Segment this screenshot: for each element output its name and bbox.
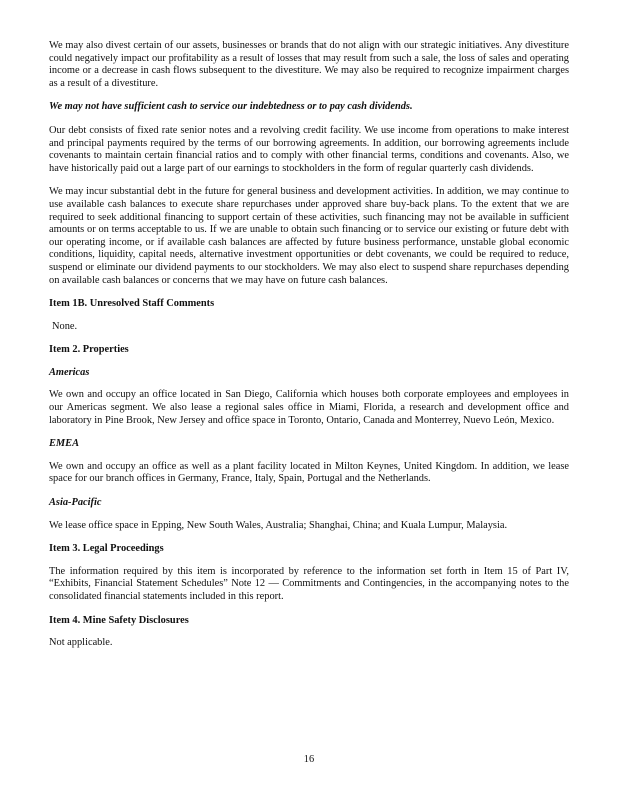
document-page xyxy=(49,40,569,661)
emea-paragraph: We own and occupy an office as well as a plant facility located in Milton Keynes, United Kingdom. In addition, we lease space for our branch offices in Germany, France, Italy, Spain, Portugal and the Netherlands. xyxy=(49,460,569,485)
divest-paragraph: We may also divest certain of our assets, businesses or brands that do not align with our strategic initiatives. Any divestiture could negatively impact our profitability as a result of losses that may result from such a sale, the loss of sales and operating income or a decrease in cash flows subsequent to the divestiture. We may also be required to recognize impairment charges as a result of a divestiture. xyxy=(49,40,569,89)
asia-pacific-heading: Asia-Pacific xyxy=(49,497,102,509)
item-1b-text: None. xyxy=(52,320,78,332)
page-number: 16 xyxy=(303,754,315,765)
item-1b-heading: Item 1B. Unresolved Staff Comments xyxy=(49,298,215,310)
debt-paragraph: Our debt consists of fixed rate senior notes and a revolving credit facility. We use income from operations to make interest and principal payments required by the terms of our borrowing agreements. In addition, our borrowing agreements include covenants to maintain certain financial ratios and to comply with other financial terms, conditions and covenants. Also, we have historically paid out a large part of our earnings to stockholders in the form of regular quarterly cash dividends. xyxy=(49,124,569,174)
item-3-paragraph: The information required by this item is incorporated by reference to the information set forth in Item 15 of Part IV, “Exhibits, Financial Statement Schedules” Note 12 — Commitments and Contingencies, in the accompanying notes to the consolidated financial statements included in this report. xyxy=(49,565,569,602)
americas-heading: Americas xyxy=(49,366,90,378)
item-4-heading: Item 4. Mine Safety Disclosures xyxy=(49,614,189,626)
item-3-heading: Item 3. Legal Proceedings xyxy=(49,543,164,555)
item-4-text: Not applicable. xyxy=(49,637,113,649)
asia-pacific-paragraph: We lease office space in Epping, New South Wales, Australia; Shanghai, China; and Kuala Lumpur, Malaysia. xyxy=(49,519,508,531)
item-2-heading: Item 2. Properties xyxy=(49,344,129,356)
americas-paragraph: We own and occupy an office located in San Diego, California which houses both corporate employees and employees in our Americas segment. We also lease a regional sales office in Miami, Florida, a research and development office and laboratory in Pine Brook, New Jersey and office space in Toronto, Ontario, Canada and Monterrey, Nuevo León, Mexico. xyxy=(49,389,569,426)
cash-risk-heading: We may not have sufficient cash to service our indebtedness or to pay cash dividends. xyxy=(49,101,413,113)
incur-debt-paragraph: We may incur substantial debt in the future for general business and development activities. In addition, we may continue to use available cash balances to execute share repurchases under approved share buy-back plans. To the extent that we are required to seek additional financing to support certain of these activities, such financing may not be available in sufficient amounts or on terms acceptable to us. If we are unable to obtain such financing or to service our existing or future debt with our operating income, or if available cash balances are affected by future business performance, unstable global economic conditions, liquidity, capital needs, alternative investment opportunities or debt covenants, we could be required to reduce, suspend or eliminate our dividend payments to our stockholders. We may also elect to suspend share repurchases depending on available cash balances or concerns that we may have on future cash balances. xyxy=(49,186,569,286)
emea-heading: EMEA xyxy=(49,438,80,450)
